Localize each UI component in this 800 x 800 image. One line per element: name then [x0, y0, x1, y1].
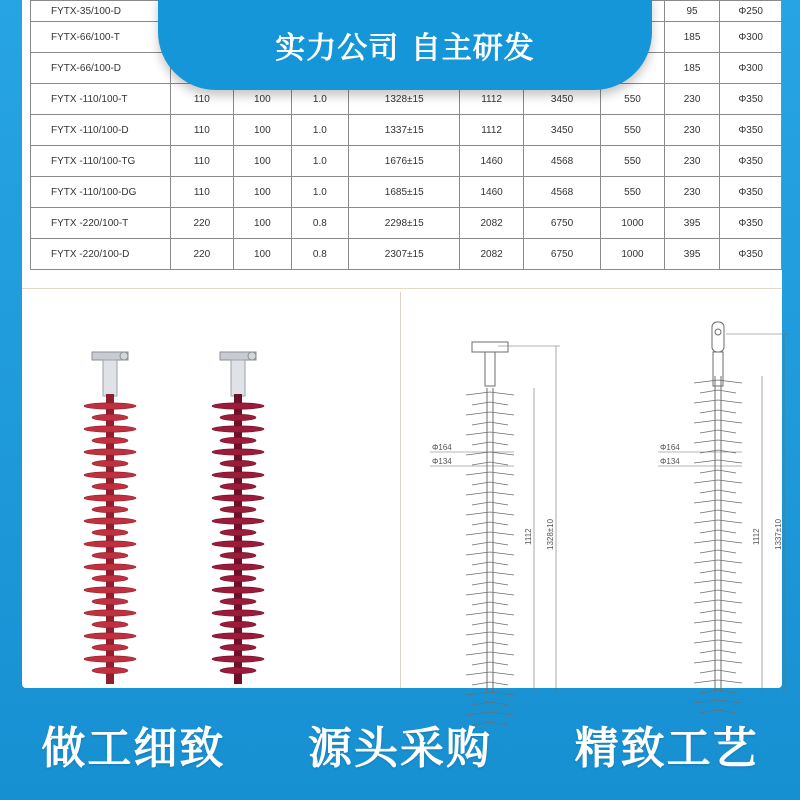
spec-cell: 1676±15: [349, 146, 460, 177]
shed-outline: [466, 492, 514, 495]
spec-cell: 1685±15: [349, 177, 460, 208]
spec-cell: 230: [664, 84, 720, 115]
shed-outline: [472, 482, 508, 485]
spec-cell: 220: [170, 208, 233, 239]
shed-outline: [694, 680, 742, 683]
spec-cell: 1.0: [291, 177, 349, 208]
shed-outline: [700, 490, 736, 493]
insulator-shed: [84, 656, 136, 662]
spec-cell: 230: [664, 146, 720, 177]
spec-cell: 4568: [523, 177, 600, 208]
shed-outline: [694, 580, 742, 583]
total-length-label: 1337±10: [774, 518, 783, 550]
technical-drawing-left: [430, 342, 560, 725]
spec-cell: 185: [664, 22, 720, 53]
insulator-shed: [84, 541, 136, 547]
insulator-photos: [62, 330, 362, 690]
spec-cell: 185: [664, 53, 720, 84]
insulator-shed: [92, 644, 128, 650]
insulator-shed: [92, 667, 128, 673]
insulator-shed: [84, 426, 136, 432]
spec-cell: 4568: [523, 146, 600, 177]
spec-cell: 550: [601, 84, 665, 115]
shed-outline: [700, 470, 736, 473]
insulator-shed: [212, 518, 264, 524]
insulator-photo-left: [84, 352, 136, 684]
spec-cell: 6750: [523, 239, 600, 270]
shed-outline: [472, 422, 508, 425]
banner-text: 实力公司 自主研发: [275, 31, 535, 66]
shed-outline: [700, 570, 736, 573]
spec-cell: 3450: [523, 84, 600, 115]
insulator-shed: [92, 414, 128, 420]
technical-drawings: [412, 300, 782, 690]
shed-outline: [466, 572, 514, 575]
spec-cell: 0.8: [291, 208, 349, 239]
spec-cell: 110: [170, 115, 233, 146]
insulator-shed: [92, 506, 128, 512]
shed-outline: [700, 630, 736, 633]
shed-outline: [472, 662, 508, 665]
model-cell: FYTX -220/100-D: [31, 239, 171, 270]
shed-outline: [700, 390, 736, 393]
shed-outline: [700, 410, 736, 413]
shed-outline: [700, 650, 736, 653]
shed-outline: [694, 600, 742, 603]
shed-outline: [700, 430, 736, 433]
shed-outline: [466, 452, 514, 455]
eye-hole: [715, 329, 721, 335]
end-fitting: [231, 360, 245, 396]
shed-outline: [694, 560, 742, 563]
shed-outline: [472, 442, 508, 445]
spec-cell: 100: [234, 177, 292, 208]
spec-cell: 1.0: [291, 84, 349, 115]
model-cell: FYTX -110/100-TG: [31, 146, 171, 177]
spec-cell: 550: [601, 177, 665, 208]
table-row: [31, 115, 782, 146]
shed-outline: [694, 440, 742, 443]
spec-cell: Φ350: [720, 239, 782, 270]
product-sheet: [22, 0, 782, 688]
spec-cell: 1.0: [291, 146, 349, 177]
shed-outline: [700, 450, 736, 453]
insulator-shed: [220, 506, 256, 512]
shed-outline: [472, 462, 508, 465]
spec-cell: 1460: [460, 146, 524, 177]
insulation-length-label: 1112: [524, 528, 533, 545]
total-length-label: 1328±10: [546, 518, 555, 550]
shed-outline: [700, 550, 736, 553]
fitting-bolt: [120, 352, 128, 360]
model-cell: FYTX-66/100-T: [31, 22, 171, 53]
table-row: [31, 146, 782, 177]
spec-cell: 100: [234, 239, 292, 270]
spec-cell: 1112: [460, 84, 524, 115]
shed-outline: [694, 620, 742, 623]
slogan-craft: 精致工艺: [574, 723, 759, 774]
shed-outline: [472, 542, 508, 545]
spec-cell: Φ350: [720, 146, 782, 177]
insulator-shed: [92, 575, 128, 581]
shed-outline: [694, 460, 742, 463]
insulator-shed: [220, 667, 256, 673]
shed-outline: [466, 652, 514, 655]
spec-cell: Φ300: [720, 53, 782, 84]
shed-outline: [466, 412, 514, 415]
shed-outline: [466, 592, 514, 595]
spec-cell: 110: [170, 177, 233, 208]
insulator-shed: [84, 495, 136, 501]
shed-outline: [700, 670, 736, 673]
insulator-shed: [220, 598, 256, 604]
insulator-shed: [212, 541, 264, 547]
table-row: [31, 177, 782, 208]
shed-outline: [700, 530, 736, 533]
shed-outline: [694, 520, 742, 523]
insulator-shed: [220, 483, 256, 489]
shed-outline: [472, 402, 508, 405]
shed-outline: [472, 562, 508, 565]
shed-outline: [466, 532, 514, 535]
insulator-shed: [220, 460, 256, 466]
spec-cell: Φ350: [720, 177, 782, 208]
spec-cell: 395: [664, 239, 720, 270]
insulator-shed: [92, 621, 128, 627]
spec-cell: 100: [234, 208, 292, 239]
spec-cell: 230: [664, 115, 720, 146]
spec-cell: 550: [601, 146, 665, 177]
insulator-shed: [212, 587, 264, 593]
shed-outline: [694, 660, 742, 663]
headline-banner: [158, 0, 652, 90]
spec-cell: Φ300: [720, 22, 782, 53]
insulator-shed: [220, 575, 256, 581]
shed-outline: [694, 480, 742, 483]
shed-outline: [466, 612, 514, 615]
shed-outline: [694, 400, 742, 403]
slogan-bar: [0, 688, 800, 800]
model-cell: FYTX -220/100-T: [31, 208, 171, 239]
shed-outline: [694, 540, 742, 543]
insulator-shed: [92, 437, 128, 443]
end-fitting: [485, 352, 495, 386]
spec-cell: 1.0: [291, 115, 349, 146]
insulator-shed: [220, 621, 256, 627]
end-fitting: [103, 360, 117, 396]
shed-outline: [472, 682, 508, 685]
insulator-shed: [84, 403, 136, 409]
insulator-shed: [84, 472, 136, 478]
shed-outline: [694, 640, 742, 643]
spec-cell: 95: [664, 1, 720, 22]
insulator-photo-right: [212, 352, 264, 684]
insulator-shed: [212, 449, 264, 455]
shed-outline: [466, 512, 514, 515]
shed-diameter-large: Φ164: [432, 443, 452, 452]
spec-cell: 550: [601, 115, 665, 146]
insulator-shed: [212, 495, 264, 501]
insulator-shed: [220, 437, 256, 443]
shed-outline: [466, 632, 514, 635]
insulator-shed: [220, 552, 256, 558]
technical-drawing-right: [658, 322, 788, 713]
fitting-bolt: [248, 352, 256, 360]
insulator-shed: [212, 403, 264, 409]
table-row: [31, 239, 782, 270]
shed-diameter-large: Φ164: [660, 443, 680, 452]
model-cell: FYTX -110/100-DG: [31, 177, 171, 208]
insulator-shed: [84, 610, 136, 616]
spec-cell: 1337±15: [349, 115, 460, 146]
insulator-shed: [92, 529, 128, 535]
shed-outline: [472, 642, 508, 645]
spec-cell: 0.8: [291, 239, 349, 270]
section-divider: [22, 288, 782, 289]
slogan-sourcing: 源头采购: [307, 723, 492, 774]
shed-outline: [694, 380, 742, 383]
top-eye: [712, 322, 724, 352]
model-cell: FYTX-66/100-D: [31, 53, 171, 84]
insulator-shed: [220, 414, 256, 420]
shed-outline: [472, 522, 508, 525]
insulator-shed: [212, 472, 264, 478]
insulation-length-label: 1112: [752, 528, 761, 545]
spec-cell: 100: [234, 146, 292, 177]
spec-cell: 1112: [460, 115, 524, 146]
spec-cell: Φ250: [720, 1, 782, 22]
spec-cell: 1460: [460, 177, 524, 208]
shed-outline: [700, 610, 736, 613]
shed-diameter-small: Φ134: [660, 457, 680, 466]
insulator-shed: [212, 564, 264, 570]
spec-cell: 2082: [460, 239, 524, 270]
spec-cell: 6750: [523, 208, 600, 239]
shed-diameter-small: Φ134: [432, 457, 452, 466]
table-row: [31, 208, 782, 239]
spec-cell: 3450: [523, 115, 600, 146]
insulator-shed: [84, 564, 136, 570]
shed-outline: [472, 502, 508, 505]
spec-cell: 230: [664, 177, 720, 208]
shed-outline: [466, 432, 514, 435]
spec-cell: 1000: [601, 239, 665, 270]
top-fitting: [472, 342, 508, 352]
spec-cell: 100: [234, 115, 292, 146]
shed-outline: [694, 420, 742, 423]
insulator-shed: [212, 656, 264, 662]
spec-cell: 2082: [460, 208, 524, 239]
spec-cell: 395: [664, 208, 720, 239]
insulator-shed: [92, 598, 128, 604]
insulator-shed: [84, 633, 136, 639]
insulator-shed: [220, 529, 256, 535]
column-divider: [400, 292, 401, 688]
spec-cell: 110: [170, 84, 233, 115]
insulator-shed: [92, 552, 128, 558]
slogan-quality: 做工细致: [41, 723, 226, 774]
insulator-shed: [84, 449, 136, 455]
insulator-shed: [212, 426, 264, 432]
shed-outline: [700, 510, 736, 513]
shed-outline: [472, 622, 508, 625]
shed-outline: [466, 672, 514, 675]
spec-cell: Φ350: [720, 84, 782, 115]
insulator-shed: [212, 633, 264, 639]
spec-cell: 220: [170, 239, 233, 270]
spec-cell: Φ350: [720, 115, 782, 146]
spec-cell: 1328±15: [349, 84, 460, 115]
shed-outline: [472, 602, 508, 605]
insulator-shed: [220, 644, 256, 650]
spec-cell: 2307±15: [349, 239, 460, 270]
shed-outline: [472, 582, 508, 585]
spec-cell: 100: [234, 84, 292, 115]
shed-outline: [694, 500, 742, 503]
insulator-shed: [84, 518, 136, 524]
spec-cell: 1000: [601, 208, 665, 239]
spec-cell: 2298±15: [349, 208, 460, 239]
spec-cell: Φ350: [720, 208, 782, 239]
insulator-shed: [84, 587, 136, 593]
spec-cell: 110: [170, 146, 233, 177]
shed-outline: [466, 472, 514, 475]
insulator-shed: [92, 483, 128, 489]
shed-outline: [466, 392, 514, 395]
shed-outline: [700, 590, 736, 593]
insulator-shed: [92, 460, 128, 466]
insulator-shed: [212, 610, 264, 616]
shed-outline: [466, 552, 514, 555]
model-cell: FYTX -110/100-T: [31, 84, 171, 115]
model-cell: FYTX-35/100-D: [31, 1, 171, 22]
model-cell: FYTX -110/100-D: [31, 115, 171, 146]
